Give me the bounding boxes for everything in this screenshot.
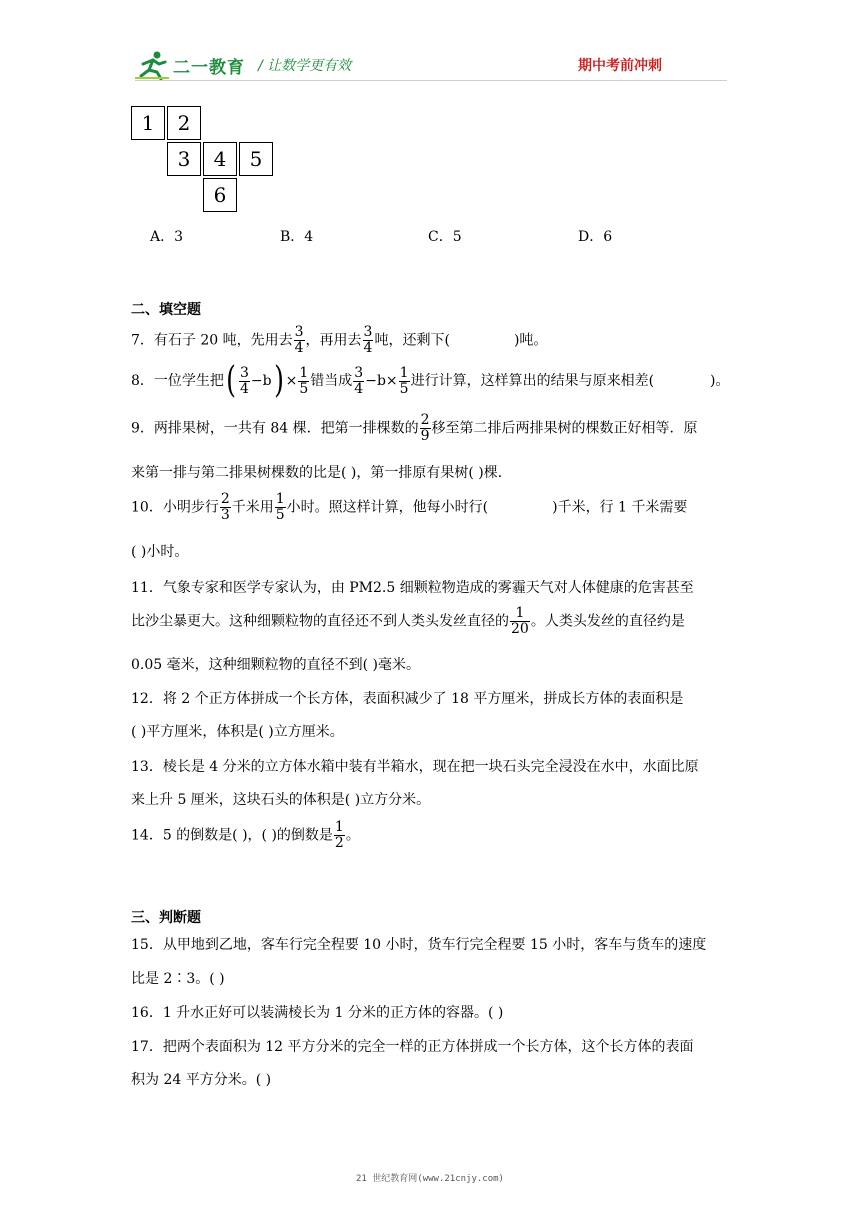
question-10-line-2: ( )小时。	[131, 544, 189, 560]
net-cell-2: 2	[167, 106, 201, 140]
question-12-line-1: 12．将 2 个正方体拼成一个长方体，表面积减少了 18 平方厘米，拼成长方体的表面积是	[131, 691, 684, 707]
question-9-line-2: 来第一排与第二排果树棵数的比是( )，第一排原有果树( )棵．	[131, 465, 512, 481]
q8-text-6: 进行计算，这样算出的结果与原来相差(	[410, 373, 655, 389]
option-c: C．5	[428, 229, 462, 245]
q9-text-2: 移至第二排后两排果树的棵数正好相等．原	[431, 420, 698, 437]
q7-text-4: )吨。	[513, 332, 548, 349]
question-17-line-1: 17．把两个表面积为 12 平方分米的完全一样的正方体拼成一个长方体，这个长方体的表面	[131, 1039, 694, 1055]
q8-text-5: −b×	[365, 373, 398, 389]
question-15-line-2: 比是 2∶3。( )	[131, 971, 225, 987]
question-11-line-2	[131, 606, 685, 637]
runner-logo-icon	[135, 50, 171, 80]
q14-text-2: 。	[345, 827, 360, 844]
page-header	[0, 0, 860, 90]
logo-text: 二一教育	[173, 58, 245, 78]
q8-fraction-b: $\frac{1}{5}$	[299, 364, 309, 397]
question-13-line-1: 13．棱长是 4 分米的立方体水箱中装有半箱水，现在把一块石头完全浸没在水中，水面比原	[131, 759, 699, 775]
q11-text-1: 比沙尘暴更大。这种细颗粒物的直径还不到人类头发丝直径的	[131, 613, 509, 630]
question-13-line-2: 来上升 5 厘米，这块石头的体积是( )立方分米。	[131, 792, 431, 808]
net-cell-6: 6	[203, 178, 237, 212]
q8-fraction-c: $\frac{3}{4}$	[354, 364, 364, 397]
q11-fraction: $\frac{1}{20}$	[511, 605, 529, 637]
q8-fraction-d: $\frac{1}{5}$	[399, 364, 409, 397]
q14-text-1: 14．5 的倒数是( )，( )的倒数是	[131, 827, 333, 844]
q10-text-2: 千米用	[231, 499, 274, 516]
q9-text-1: 9．两排果树，一共有 84 棵．把第一排棵数的	[131, 420, 419, 437]
q7-text-2: ，再用去	[305, 332, 362, 349]
slogan: / 让数学更有效	[258, 58, 352, 74]
q10-fraction-2: $\frac{1}{5}$	[275, 491, 285, 523]
section-fill-in-title: 二、填空题	[131, 302, 201, 318]
section-true-false-title: 三、判断题	[131, 910, 201, 926]
q10-text-1: 10．小明步行	[131, 499, 219, 516]
net-cell-4: 4	[203, 142, 237, 176]
question-7	[131, 325, 547, 356]
question-10-line-1	[131, 492, 687, 523]
q11-text-2: 。人类头发丝的直径约是	[530, 613, 685, 630]
q10-text-3: 小时。照这样计算，他每小时行(	[286, 499, 489, 516]
q8-fraction-a: $\frac{3}{4}$	[239, 364, 249, 397]
q10-text-4: )千米，行 1 千米需要	[552, 499, 688, 516]
q7-text-1: 7．有石子 20 吨，先用去	[131, 332, 293, 349]
q7-fraction-1: $\frac{3}{4}$	[294, 324, 304, 356]
net-cell-5: 5	[239, 142, 273, 176]
page-footer: 21 世纪教育网(www.21cnjy.com)	[356, 1174, 504, 1184]
q8-text-2: −b	[250, 373, 272, 389]
q7-fraction-2: $\frac{3}{4}$	[363, 324, 373, 356]
question-12-line-2: ( )平方厘米，体积是( )立方厘米。	[131, 724, 344, 740]
q8-text-1: 8．一位学生把	[131, 373, 224, 389]
header-divider	[135, 80, 727, 81]
q8-text-7: )。	[710, 373, 730, 389]
q10-fraction-1: $\frac{2}{3}$	[220, 491, 230, 523]
option-d: D．6	[578, 229, 613, 245]
question-16: 16．1 升水正好可以装满棱长为 1 分米的正方体的容器。( )	[131, 1005, 504, 1021]
question-14	[131, 820, 360, 851]
option-b: B．4	[280, 229, 314, 245]
question-17-line-2: 积为 24 平方分米。( )	[131, 1072, 272, 1088]
question-9-line-1	[131, 413, 698, 444]
exam-title: 期中考前冲刺	[578, 58, 662, 74]
option-a: A．3	[150, 229, 184, 245]
q8-text-4: 错当成	[310, 373, 353, 389]
q7-text-3: 吨，还剩下(	[374, 332, 450, 349]
q9-fraction: $\frac{2}{9}$	[420, 412, 430, 444]
net-cell-3: 3	[167, 142, 201, 176]
q14-fraction: $\frac{1}{2}$	[334, 819, 344, 851]
question-11-line-1: 11．气象专家和医学专家认为，由 PM2.5 细颗粒物造成的雾霾天气对人体健康的危害甚至	[131, 580, 694, 596]
net-cell-1: 1	[131, 106, 165, 140]
q8-text-3: ×	[285, 373, 298, 389]
question-11-line-3: 0.05 毫米，这种细颗粒物的直径不到( )毫米。	[131, 657, 420, 673]
question-8: 8．一位学生把( $\frac{3}{4}$ −b) × $\frac{1}{5}$ 错当成 $\frac{3}{4}$ −b× $\frac{1}{5}$ 进行计算，这样算出的结果与原来相差( )。	[131, 360, 730, 401]
question-15-line-1: 15．从甲地到乙地，客车行完全程要 10 小时，货车行完全程要 15 小时，客车与货车的速度	[131, 937, 707, 953]
